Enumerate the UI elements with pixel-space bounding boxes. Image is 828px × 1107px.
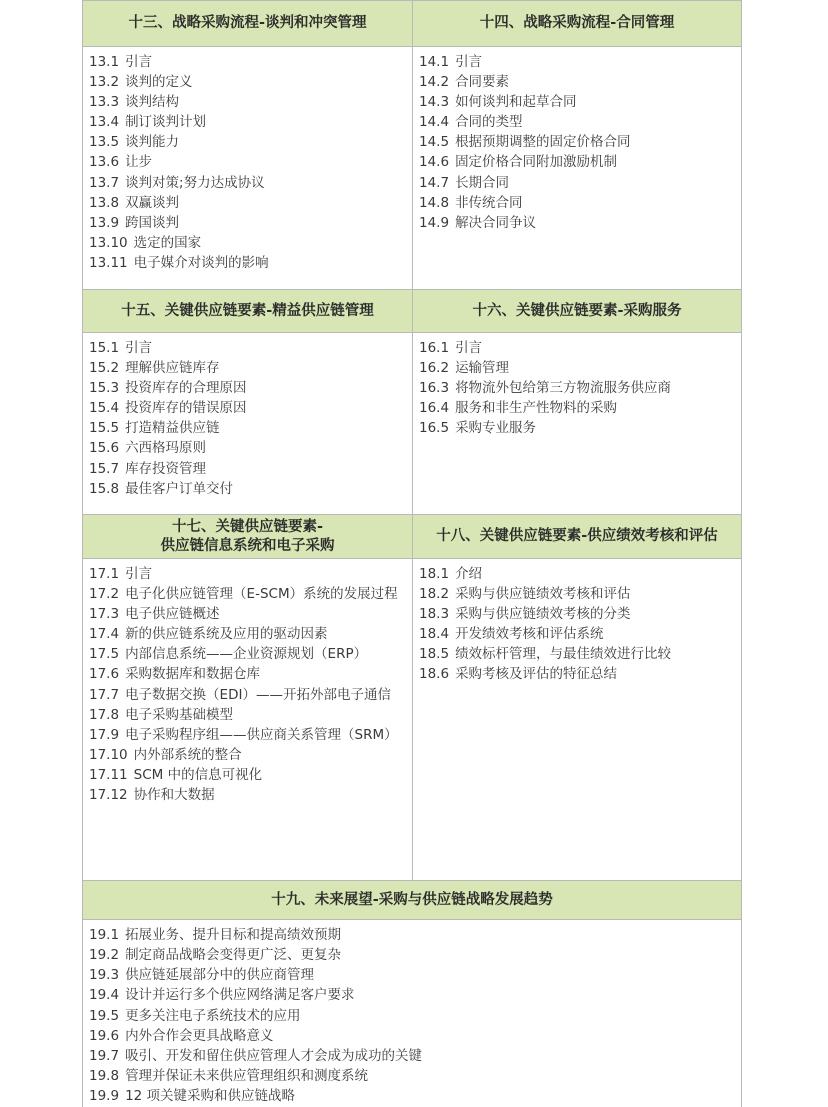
list-item: 14.5 根据预期调整的固定价格合同 [419,134,631,151]
list-item: 14.7 长期合同 [419,174,510,191]
list-item: 19.6 内外合作会更具战略意义 [89,1027,274,1044]
list-item: 14.8 非传统合同 [419,194,523,211]
list-item: 18.3 采购与供应链绩效考核的分类 [419,606,631,623]
list-item: 13.8 双赢谈判 [89,194,180,211]
list-item: 17.8 电子采购基础模型 [89,706,234,723]
section-16 [412,290,741,515]
section-16-title: 十六、关键供应链要素-采购服务 [413,290,741,333]
list-item: 17.10 内外部系统的整合 [89,746,242,763]
list-item: 18.5 绩效标杆管理，与最佳绩效进行比较 [419,646,672,663]
list-item: 13.7 谈判对策;努力达成协议 [89,174,265,191]
list-item: 16.2 运输管理 [419,360,510,377]
list-item: 13.3 谈判结构 [89,94,180,111]
list-item: 15.2 理解供应链库存 [89,360,220,377]
list-item: 14.1 引言 [419,54,483,70]
list-item: 13.1 引言 [89,54,153,70]
list-item: 19.8 管理并保证未来供应管理组织和测度系统 [89,1067,369,1084]
list-item: 15.1 引言 [89,340,153,356]
row-13-14 [83,0,741,290]
section-19-items [83,920,741,1107]
list-item: 14.3 如何谈判和起草合同 [419,94,577,111]
list-item: 14.6 固定价格合同附加激励机制 [419,154,618,171]
section-17-title-line1: 十七、关键供应链要素- [171,518,324,535]
list-item: 13.10 选定的国家 [89,234,202,251]
section-15 [83,290,412,515]
section-18-title: 十八、关键供应链要素-供应绩效考核和评估 [413,515,741,559]
section-14-items [413,47,741,237]
list-item: 17.2 电子化供应链管理（E-SCM）系统的发展过程 [89,586,398,603]
list-item: 19.9 12 项关键采购和供应链战略 [89,1087,296,1104]
section-19-title: 十九、未来展望-采购与供应链战略发展趋势 [83,881,741,920]
list-item: 15.8 最佳客户订单交付 [89,480,234,497]
list-item: 19.4 设计并运行多个供应网络满足客户要求 [89,987,355,1004]
section-17 [83,515,412,881]
section-13 [83,1,412,290]
section-14 [412,1,741,290]
contents-table [82,0,742,1107]
list-item: 17.4 新的供应链系统及应用的驱动因素 [89,626,328,643]
list-item: 19.5 更多关注电子系统技术的应用 [89,1007,301,1024]
list-item: 15.5 打造精益供应链 [89,420,220,437]
section-15-title: 十五、关键供应链要素-精益供应链管理 [83,290,412,333]
list-item: 18.6 采购考核及评估的特征总结 [419,666,618,683]
section-17-items [83,559,412,809]
list-item: 19.3 供应链延展部分中的供应商管理 [89,967,315,984]
list-item: 13.4 制订谈判计划 [89,114,207,131]
section-17-title [83,515,412,559]
row-19 [83,880,741,1107]
list-item: 17.11 SCM 中的信息可视化 [89,766,263,783]
list-item: 13.5 谈判能力 [89,134,180,151]
section-17-title-line2: 供应链信息系统和电子采购 [160,537,335,554]
section-16-items [413,333,741,442]
list-item: 13.11 电子媒介对谈判的影响 [89,254,269,271]
section-13-title: 十三、战略采购流程-谈判和冲突管理 [83,1,412,47]
list-item: 15.3 投资库存的合理原因 [89,380,247,397]
list-item: 18.2 采购与供应链绩效考核和评估 [419,586,631,603]
list-item: 15.7 库存投资管理 [89,460,207,477]
list-item: 16.1 引言 [419,340,483,356]
list-item: 18.4 开发绩效考核和评估系统 [419,626,604,643]
row-17-18 [83,514,741,881]
list-item: 13.6 让步 [89,154,153,171]
list-item: 16.5 采购专业服务 [419,420,537,437]
section-18 [412,515,741,881]
list-item: 19.7 吸引、开发和留住供应管理人才会成为成功的关键 [89,1047,423,1064]
list-item: 16.4 服务和非生产性物料的采购 [419,400,618,417]
list-item: 14.4 合同的类型 [419,114,523,131]
list-item: 17.1 引言 [89,566,153,582]
list-item: 13.2 谈判的定义 [89,74,193,91]
list-item: 16.3 将物流外包给第三方物流服务供应商 [419,380,672,397]
list-item: 17.12 协作和大数据 [89,787,215,804]
section-14-title: 十四、战略采购流程-合同管理 [413,1,741,47]
list-item: 14.2 合同要素 [419,74,510,91]
list-item: 13.9 跨国谈判 [89,214,180,231]
list-item: 15.6 六西格玛原则 [89,440,207,457]
list-item: 17.7 电子数据交换（EDI）——开拓外部电子通信 [89,686,391,703]
list-item: 17.9 电子采购程序组——供应商关系管理（SRM） [89,726,398,743]
list-item: 19.1 拓展业务、提升目标和提高绩效预期 [89,927,342,944]
list-item: 15.4 投资库存的错误原因 [89,400,247,417]
row-15-16 [83,289,741,515]
list-item: 18.1 介绍 [419,566,483,582]
list-item: 17.3 电子供应链概述 [89,606,220,623]
list-item: 19.2 制定商品战略会变得更广泛、更复杂 [89,947,342,964]
section-19 [83,881,741,1107]
list-item: 17.6 采购数据库和数据仓库 [89,666,261,683]
list-item: 14.9 解决合同争议 [419,214,537,231]
section-18-items [413,559,741,689]
section-13-items [83,47,412,277]
section-15-items [83,333,412,503]
list-item: 17.5 内部信息系统——企业资源规划（ERP） [89,646,368,663]
